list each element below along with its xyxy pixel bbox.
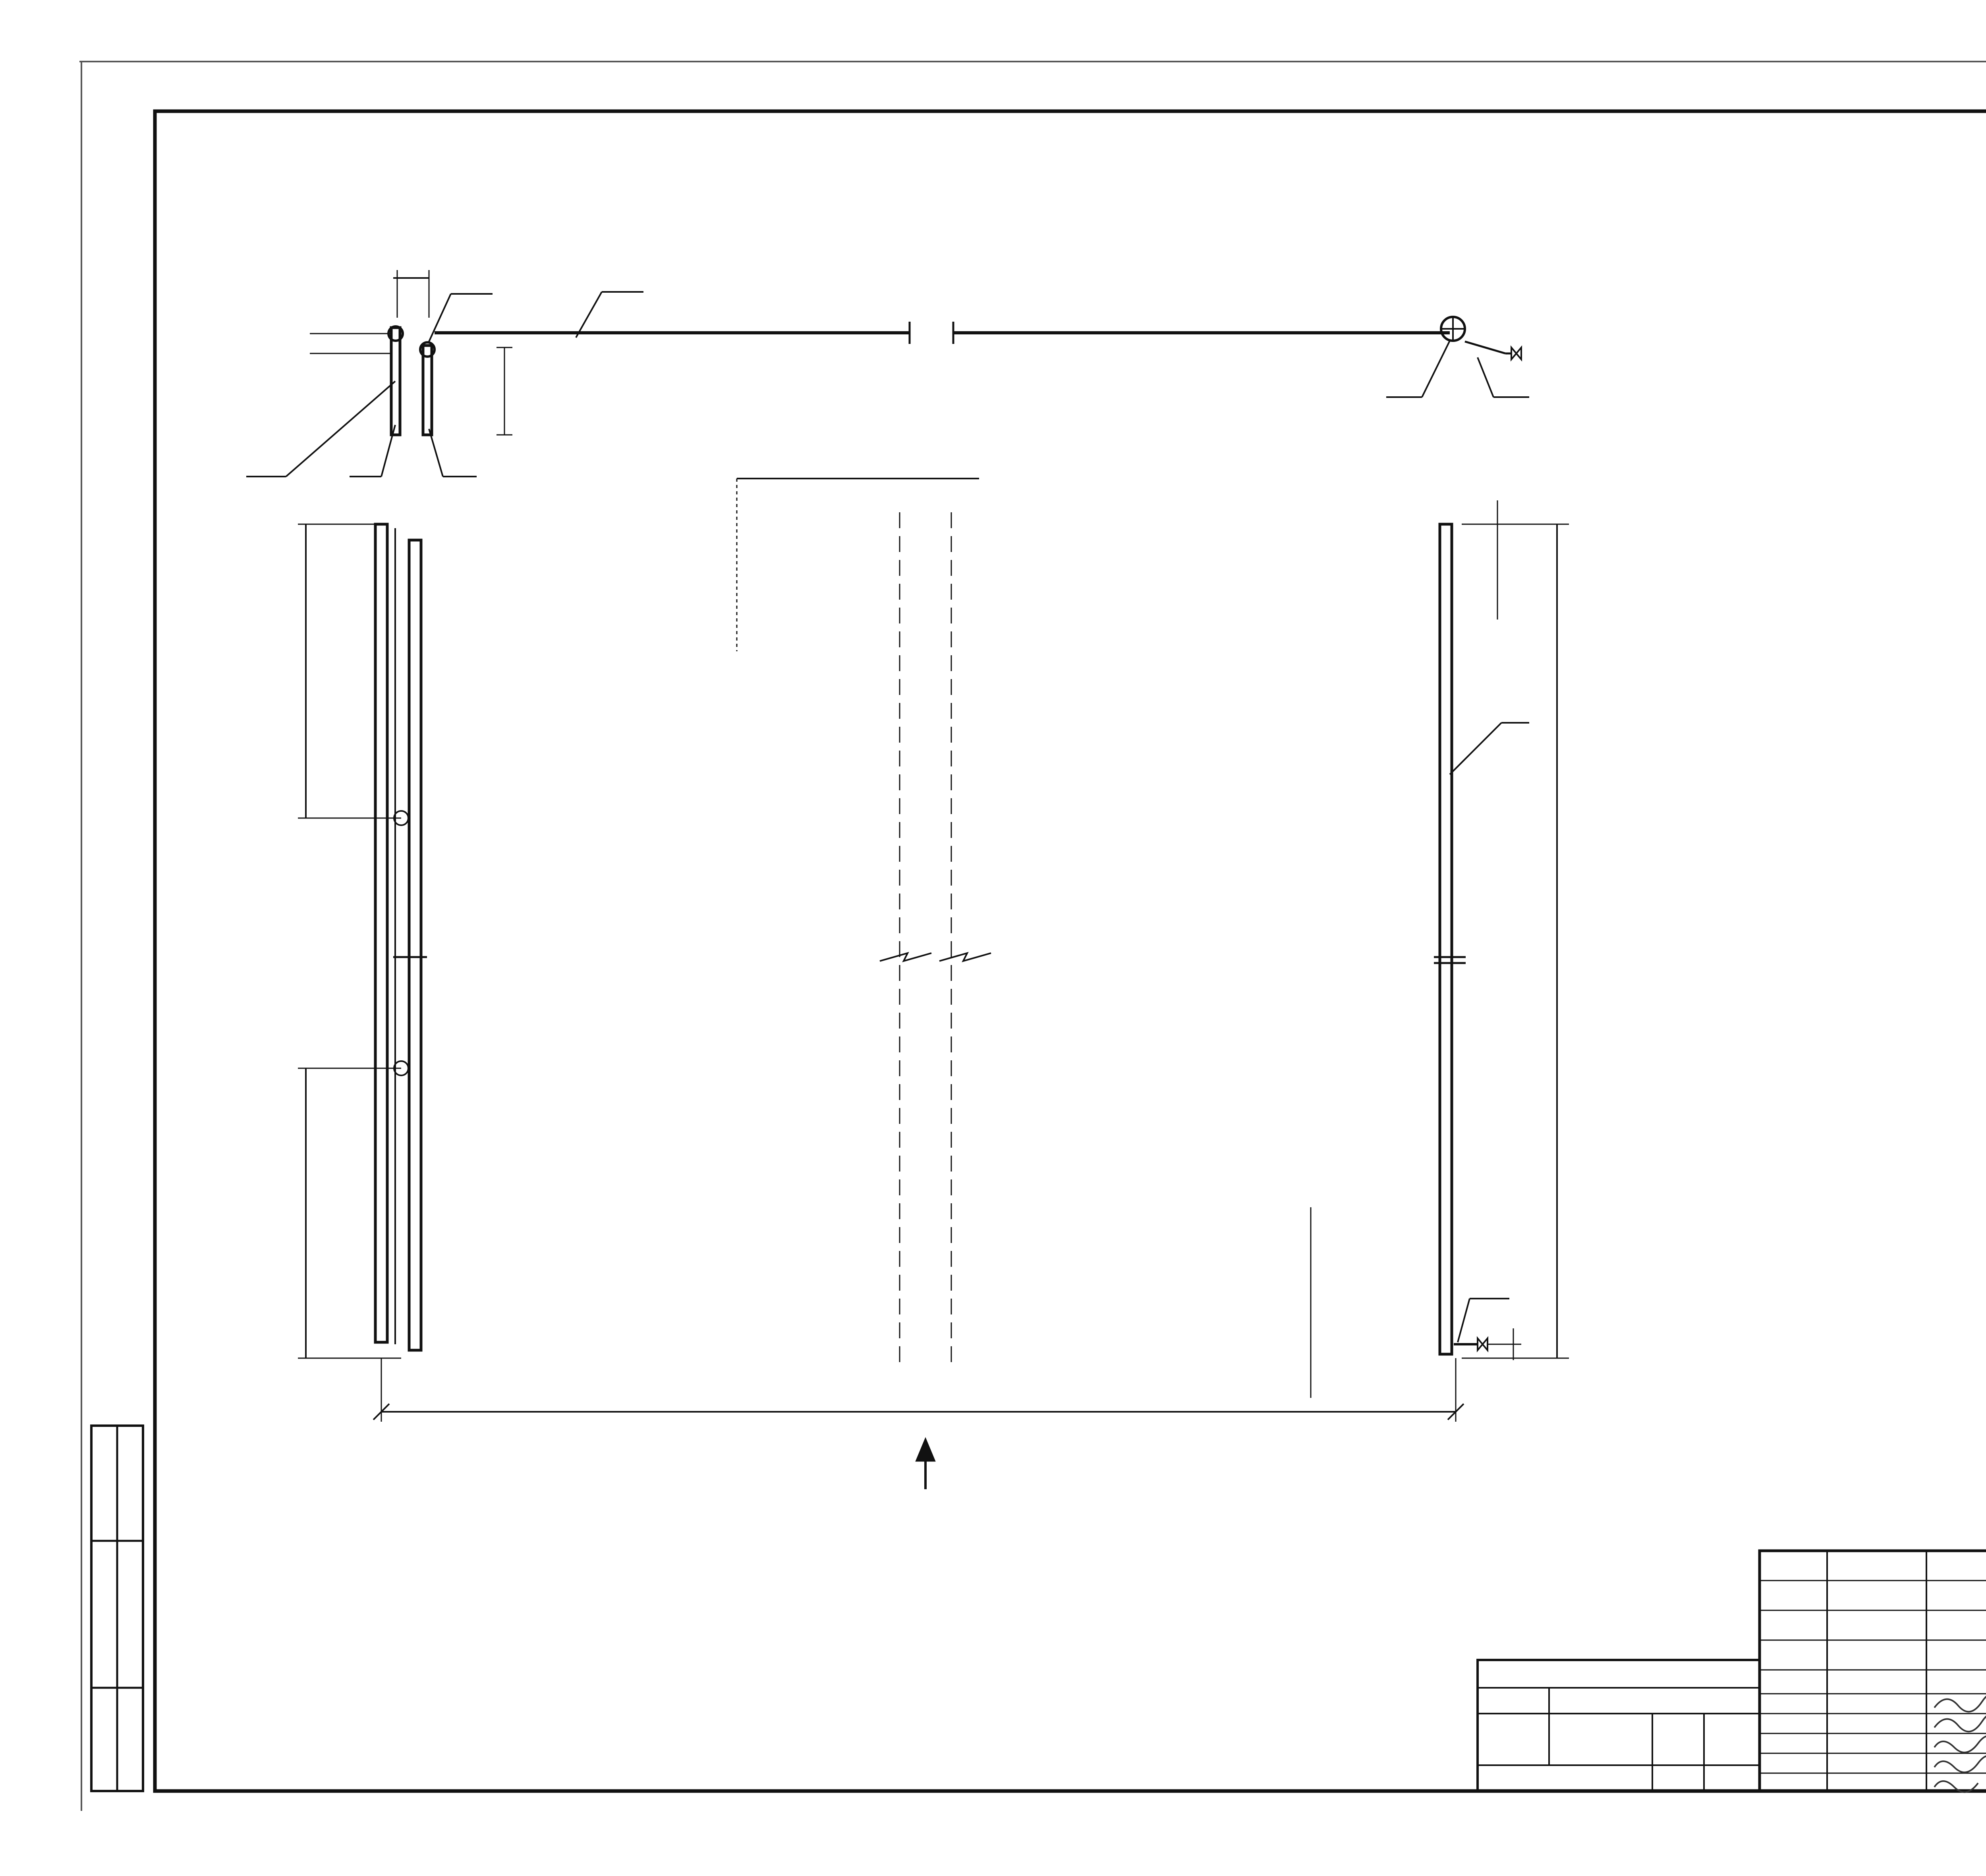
collector-1 — [1440, 524, 1452, 1354]
title-block — [1478, 1551, 1986, 1791]
signatures — [1934, 1693, 1986, 1792]
collector-elevation — [246, 270, 1529, 477]
plan-dimensions — [298, 500, 1569, 1422]
collector-2 — [375, 524, 387, 1342]
inner-frame — [155, 111, 1986, 1791]
fitting-7 — [1454, 1299, 1521, 1360]
collector-3 — [409, 540, 421, 1350]
left-stamp-strip — [91, 1426, 143, 1791]
callout-1-leader — [1450, 723, 1501, 774]
register-plan — [375, 512, 1466, 1362]
view-arrow — [916, 1438, 935, 1489]
